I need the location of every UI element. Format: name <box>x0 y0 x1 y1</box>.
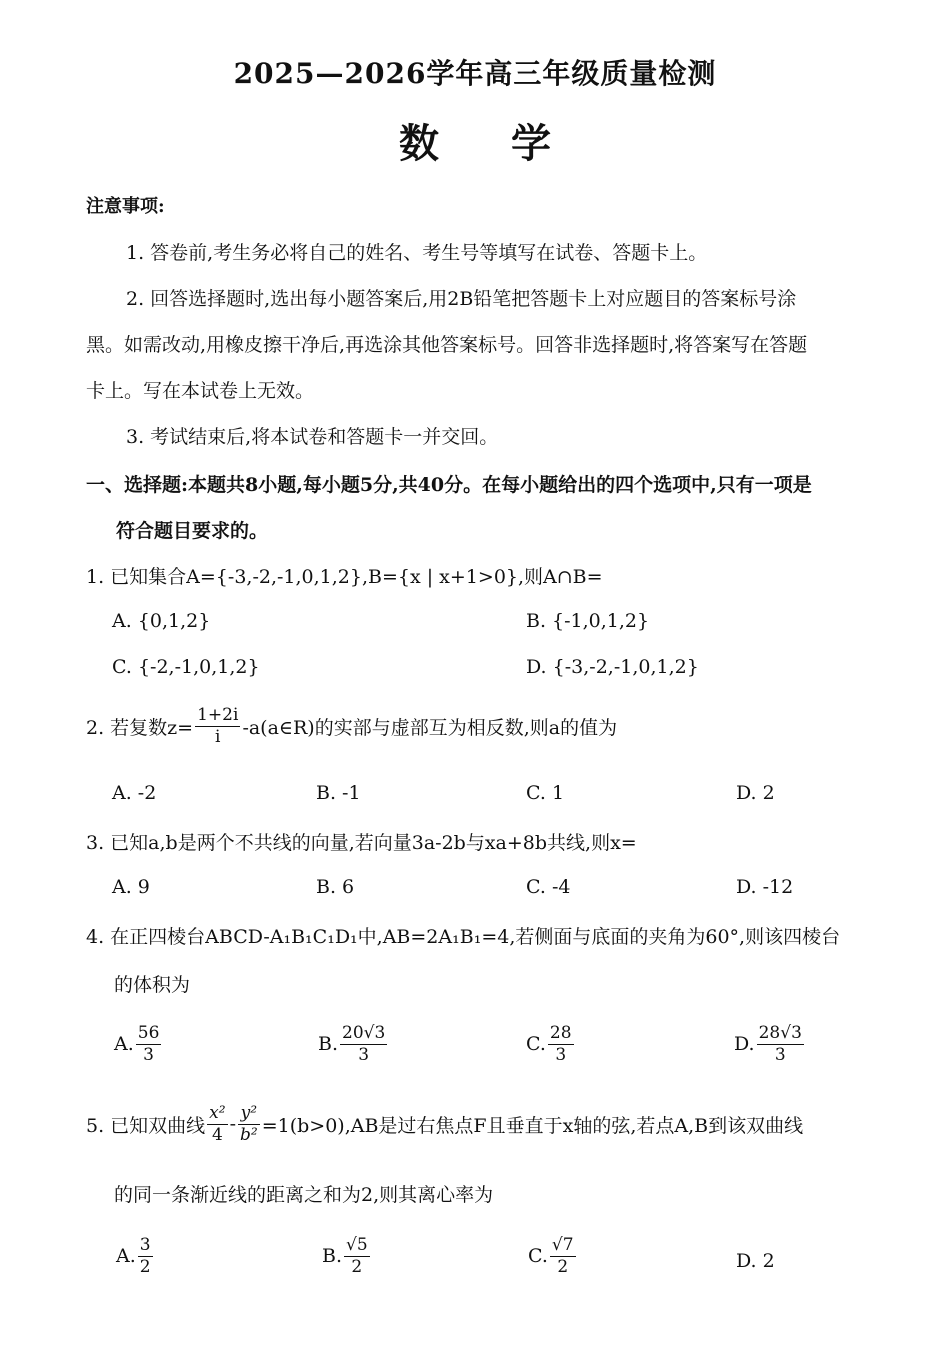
q5-suffix: =1(b>0),AB是过右焦点F且垂直于x轴的弦,若点A,B到该双曲线 <box>261 1114 804 1137</box>
q5-option-d: D. 2 <box>736 1250 775 1272</box>
q4-b-num: 20√3 <box>342 1023 386 1043</box>
q2-option-b: B. -1 <box>316 782 361 804</box>
q5-fraction-1 <box>207 1104 227 1144</box>
q1-option-b: B. {-1,0,1,2} <box>526 610 650 632</box>
note-item-3: 3. 考试结束后,将本试卷和答题卡一并交回。 <box>126 426 499 448</box>
q5-f2-den: b² <box>240 1124 258 1145</box>
q1-option-a: A. {0,1,2} <box>112 610 211 632</box>
q2-frac-den: i <box>215 726 221 747</box>
q5-b-den: 2 <box>351 1256 363 1277</box>
exam-title: 2025—2026学年高三年级质量检测 <box>233 57 717 90</box>
q2-fraction <box>195 706 240 746</box>
question-4-stem: 4. 在正四棱台ABCD-A₁B₁C₁D₁中,AB=2A₁B₁=4,若侧面与底面的夹角为60°,则该四棱台 <box>86 926 841 948</box>
q5-fraction-2 <box>238 1104 260 1144</box>
q3-option-c: C. -4 <box>526 876 571 898</box>
question-3-stem: 3. 已知a,b是两个不共线的向量,若向量3a-2b与xa+8b共线,则x= <box>86 832 637 854</box>
note-item-1: 1. 答卷前,考生务必将自己的姓名、考生号等填写在试卷、答题卡上。 <box>126 242 708 264</box>
q4-option-b-label: B. <box>318 1033 339 1056</box>
q4-option-d <box>734 1024 806 1064</box>
q4-option-c <box>526 1024 576 1064</box>
q5-option-b <box>322 1236 372 1276</box>
q4-option-b <box>318 1024 389 1064</box>
q4-a-den: 3 <box>143 1044 154 1065</box>
question-2-stem <box>86 706 617 746</box>
q5-c-num: √7 <box>551 1235 574 1255</box>
q1-option-d: D. {-3,-2,-1,0,1,2} <box>526 656 699 678</box>
q5-option-b-frac <box>344 1236 370 1276</box>
q5-option-a-frac <box>138 1236 153 1276</box>
q4-option-b-frac <box>340 1024 387 1064</box>
q5-option-c-label: C. <box>528 1245 548 1268</box>
q3-option-a: A. 9 <box>112 876 150 898</box>
note-item-2: 2. 回答选择题时,选出每小题答案后,用2B铅笔把答题卡上对应题目的答案标号涂 <box>126 288 797 310</box>
question-5-stem <box>86 1104 803 1144</box>
q3-option-d: D. -12 <box>736 876 794 898</box>
q5-option-c <box>528 1236 578 1276</box>
q2-frac-num: 1+2i <box>197 705 239 725</box>
q4-c-num: 28 <box>549 1023 572 1043</box>
q5-option-a-label: A. <box>116 1245 136 1268</box>
q4-option-a-label: A. <box>114 1033 134 1056</box>
q2-prefix: 2. 若复数z= <box>86 716 194 739</box>
subject-title: 数学 <box>399 120 623 167</box>
q5-f1-num: x² <box>209 1103 226 1123</box>
q4-option-d-label: D. <box>734 1033 755 1056</box>
note-item-2-cont: 黑。如需改动,用橡皮擦干净后,再选涂其他答案标号。回答非选择题时,将答案写在答题 <box>86 334 808 356</box>
q5-a-num: 3 <box>139 1235 151 1255</box>
q2-option-a: A. -2 <box>112 782 157 804</box>
question-1-stem: 1. 已知集合A={-3,-2,-1,0,1,2},B={x | x+1>0},则A∩B= <box>86 566 603 588</box>
q4-b-den: 3 <box>358 1044 370 1065</box>
section-heading: 一、选择题:本题共8小题,每小题5分,共40分。在每小题给出的四个选项中,只有一项是 <box>86 474 812 496</box>
q2-suffix: -a(a∈R)的实部与虚部互为相反数,则a的值为 <box>242 716 618 739</box>
q3-option-b: B. 6 <box>316 876 355 898</box>
q4-d-den: 3 <box>774 1044 786 1065</box>
q2-option-d: D. 2 <box>736 782 775 804</box>
q4-a-num: 56 <box>137 1023 160 1043</box>
q2-option-c: C. 1 <box>526 782 565 804</box>
q1-option-c: C. {-2,-1,0,1,2} <box>112 656 260 678</box>
q4-option-a-frac <box>136 1024 162 1064</box>
q4-option-c-label: C. <box>526 1033 546 1056</box>
q5-minus: - <box>229 1113 236 1136</box>
q4-option-d-frac <box>757 1024 804 1064</box>
q5-option-b-label: B. <box>322 1245 343 1268</box>
q4-option-a <box>114 1024 163 1064</box>
q5-c-den: 2 <box>557 1256 569 1277</box>
question-4-stem-cont: 的体积为 <box>114 974 191 996</box>
section-heading-cont: 符合题目要求的。 <box>116 520 269 542</box>
q5-f1-den: 4 <box>211 1124 223 1145</box>
question-5-stem-cont: 的同一条渐近线的距离之和为2,则其离心率为 <box>114 1184 494 1206</box>
q5-option-a <box>116 1236 155 1276</box>
note-item-2-end: 卡上。写在本试卷上无效。 <box>86 380 315 402</box>
q5-option-c-frac <box>550 1236 576 1276</box>
q4-d-num: 28√3 <box>758 1023 802 1043</box>
q4-c-den: 3 <box>555 1044 567 1065</box>
notes-heading: 注意事项: <box>86 196 165 217</box>
q5-b-num: √5 <box>346 1235 368 1255</box>
q5-prefix: 5. 已知双曲线 <box>86 1114 206 1137</box>
q4-option-c-frac <box>548 1024 574 1064</box>
q5-f2-num: y² <box>238 1104 260 1125</box>
q5-a-den: 2 <box>139 1256 151 1277</box>
